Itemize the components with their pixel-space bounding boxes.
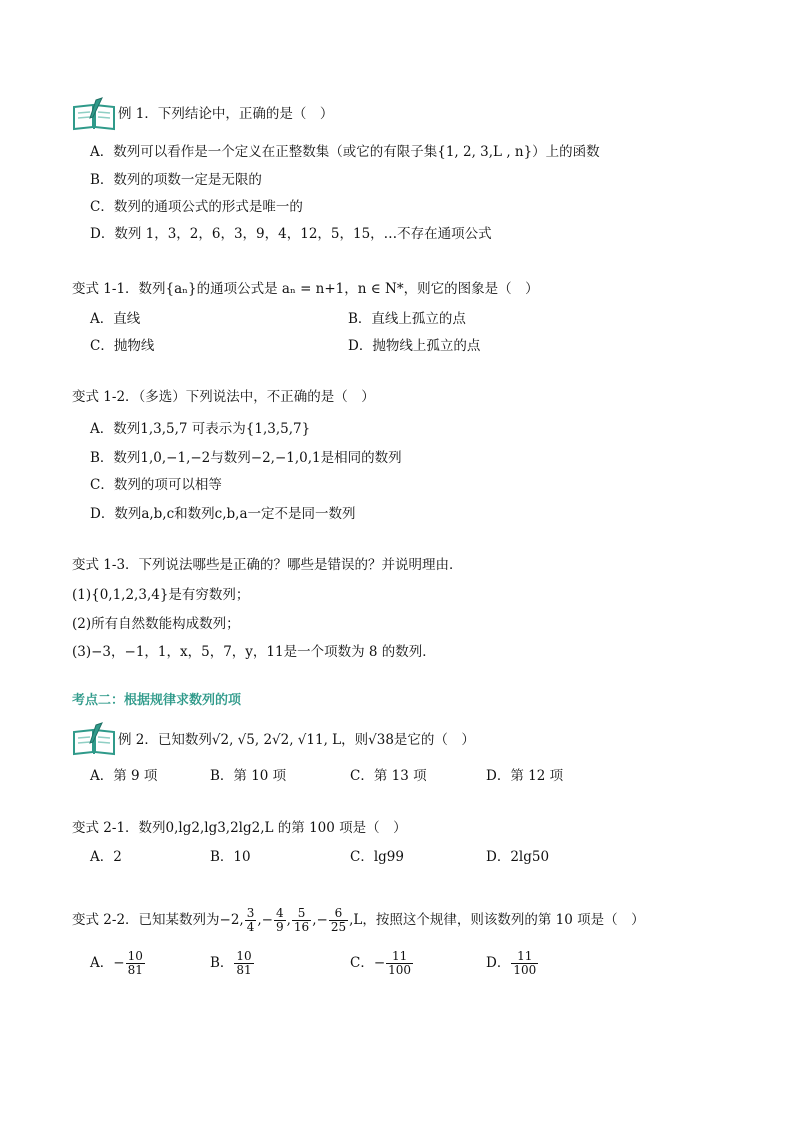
variant-1-1-option-b: B．直线上孤立的点 <box>348 311 466 327</box>
fraction-denominator: 4 <box>246 920 255 934</box>
fraction-numerator: 11 <box>511 950 538 964</box>
fraction-numerator: 5 <box>292 907 311 921</box>
variant-2-2-sequence <box>244 906 349 934</box>
variant-1-2-option-a: A．数列1,3,5,7 可表示为{1,3,5,7} <box>90 421 311 437</box>
fraction-denominator: 100 <box>388 963 412 977</box>
variant-1-3-stem: 变式 1-3．下列说法哪些是正确的？哪些是错误的？并说明理由． <box>72 557 463 573</box>
fraction-numerator: 3 <box>246 906 255 920</box>
variant-1-2-option-b: B．数列1,0,−1,−2与数列−2,−1,0,1是相同的数列 <box>90 450 402 466</box>
variant-1-3-item-1: (1){0,1,2,3,4}是有穷数列； <box>72 587 250 603</box>
book-pencil-icon <box>72 97 116 131</box>
option-label: D． <box>486 955 511 971</box>
variant-1-1-option-c: C．抛物线 <box>90 338 155 354</box>
variant-2-2-seq-lead: −2, <box>219 912 244 928</box>
fraction-denominator: 9 <box>275 920 284 934</box>
variant-2-1-option-d: D．2lg50 <box>486 849 550 865</box>
variant-2-1-option-c: C．lg99 <box>350 849 404 865</box>
fraction-denominator: 81 <box>236 963 252 977</box>
example-1-option-a: A．数列可以看作是一个定义在正整数集（或它的有限子集{1, 2, 3,L , n}）上的函数 <box>90 144 600 160</box>
example-2-stem-mid: ，则 <box>341 732 369 748</box>
fraction <box>373 949 414 977</box>
option-label: B． <box>210 955 234 971</box>
example-1-stem: 例 1．下列结论中，正确的是（ ） <box>118 106 334 122</box>
variant-2-2-stem-pre: 变式 2-2．已知某数列为 <box>72 912 220 928</box>
example-2-stem-post: 是它的（ ） <box>393 732 475 748</box>
fraction-sign: − <box>261 912 273 928</box>
fraction-sign: − <box>316 912 328 928</box>
fraction <box>233 949 254 977</box>
example-2-option-c: C．第 13 项 <box>350 768 427 784</box>
variant-1-1-option-d: D．抛物线上孤立的点 <box>348 338 481 354</box>
variant-1-1-option-a: A．直线 <box>90 311 141 327</box>
variant-1-2-stem: 变式 1-2．（多选）下列说法中，不正确的是（ ） <box>72 389 375 405</box>
example-1-option-b: B．数列的项数一定是无限的 <box>90 172 262 188</box>
variant-1-2-option-c: C．数列的项可以相等 <box>90 477 222 493</box>
fraction-denominator: 16 <box>293 920 310 934</box>
fraction-numerator: 6 <box>329 907 348 921</box>
fraction <box>291 906 312 934</box>
example-1-option-d: D．数列 1，3，2，6，3，9，4，12，5，15，…不存在通项公式 <box>90 226 492 242</box>
example-2-option-b: B．第 10 项 <box>210 768 287 784</box>
example-2-sequence: √2, √5, 2√2, √11, L <box>211 732 342 748</box>
variant-2-2-option-c <box>350 948 414 978</box>
variant-2-1-stem: 变式 2-1．数列0,lg2,lg3,2lg2,L 的第 100 项是（ ） <box>72 820 407 836</box>
fraction-denominator: 81 <box>127 963 143 977</box>
section-2-title: 考点二：根据规律求数列的项 <box>72 693 242 708</box>
variant-2-2-seq-tail: ,L <box>349 912 363 928</box>
sequence-comma: , <box>312 912 317 928</box>
sequence-comma: , <box>286 912 291 928</box>
variant-2-2-option-b <box>210 948 255 978</box>
variant-2-2-option-d <box>486 948 539 978</box>
variant-2-2-stem <box>72 905 645 935</box>
fraction <box>113 949 146 977</box>
example-2-target-term: √38 <box>368 732 394 748</box>
fraction <box>510 949 539 977</box>
variant-2-2-stem-post: ，按照这个规律，则该数列的第 10 项是（ ） <box>362 912 645 928</box>
fraction-denominator: 25 <box>330 920 347 934</box>
example-2-stem <box>118 731 475 749</box>
variant-2-1-option-b: B．10 <box>210 849 251 865</box>
fraction-numerator: 11 <box>386 950 413 964</box>
fraction-numerator: 10 <box>236 949 252 963</box>
fraction <box>261 906 287 934</box>
variant-2-2-option-a <box>90 948 146 978</box>
fraction-sign: − <box>373 955 386 971</box>
fraction <box>316 906 350 934</box>
example-2-stem-pre: 例 2．已知数列 <box>118 732 212 748</box>
variant-1-3-item-3: (3)−3，−1，1，x，5，7，y，11是一个项数为 8 的数列． <box>72 644 436 660</box>
example-2-option-a: A．第 9 项 <box>90 768 158 784</box>
option-label: C． <box>350 955 374 971</box>
fraction-denominator: 100 <box>513 963 537 977</box>
fraction-sign: − <box>113 955 125 971</box>
variant-1-2-option-d: D．数列a,b,c和数列c,b,a一定不是同一数列 <box>90 506 356 522</box>
variant-1-3-item-2: (2)所有自然数能构成数列； <box>72 616 240 632</box>
example-2-option-d: D．第 12 项 <box>486 768 564 784</box>
book-pencil-icon <box>72 722 116 756</box>
fraction-numerator: 10 <box>127 949 143 963</box>
fraction-numerator: 4 <box>275 906 284 920</box>
example-1-option-c: C．数列的通项公式的形式是唯一的 <box>90 199 303 215</box>
option-label: A． <box>90 955 114 971</box>
fraction <box>244 906 258 934</box>
variant-2-1-option-a: A．2 <box>90 849 122 865</box>
sequence-comma: , <box>257 912 262 928</box>
variant-1-1-stem: 变式 1-1．数列{aₙ}的通项公式是 aₙ = n+1，n ∈ N*，则它的图象是（ ） <box>72 281 539 297</box>
